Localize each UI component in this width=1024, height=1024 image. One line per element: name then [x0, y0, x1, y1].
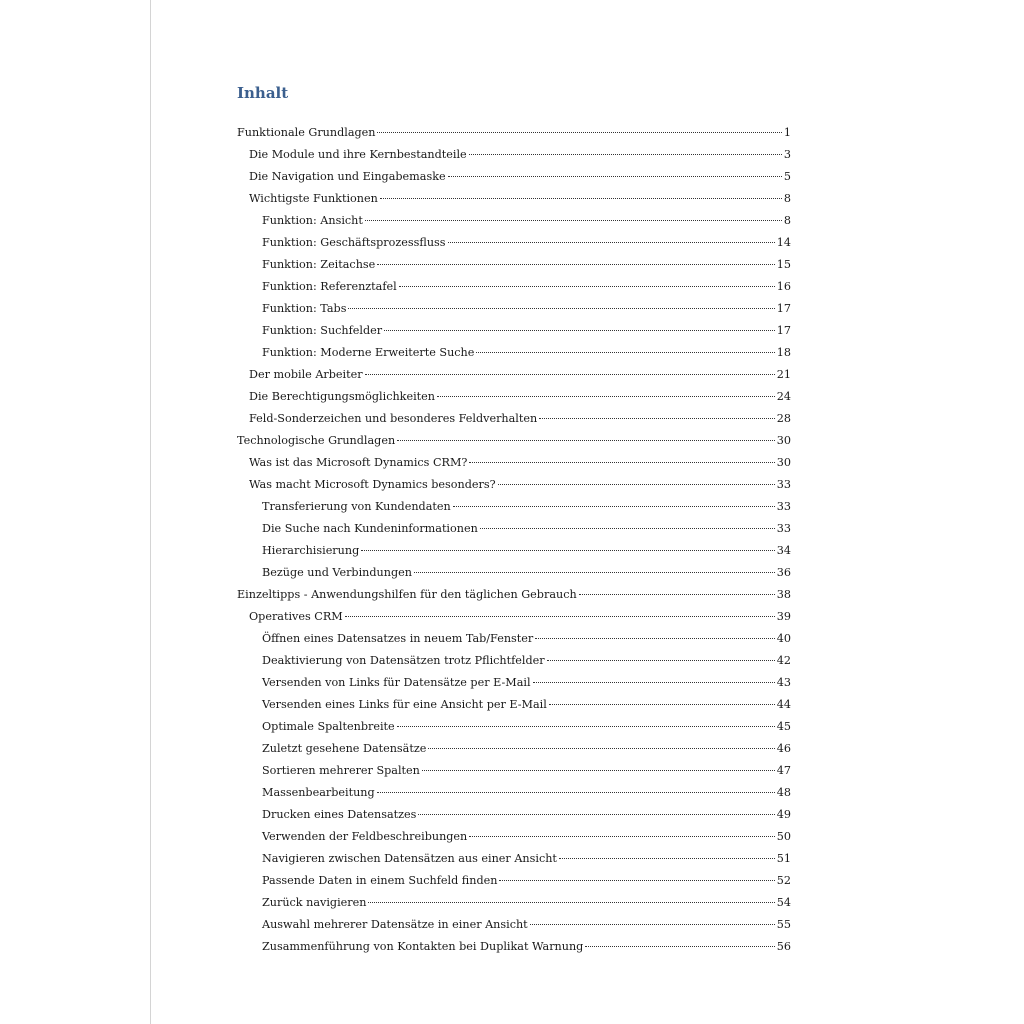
dot-leader — [448, 242, 775, 243]
toc-entry-title: Passende Daten in einem Suchfeld finden — [262, 870, 497, 892]
dot-leader — [361, 550, 775, 551]
toc-entry-page-number: 16 — [776, 280, 791, 293]
toc-entry-title: Zurück navigieren — [262, 892, 366, 914]
toc-entry[interactable] — [237, 848, 791, 870]
dot-leader — [384, 330, 775, 331]
toc-entry[interactable] — [237, 804, 791, 826]
toc-entry-page-number: 17 — [776, 324, 791, 337]
toc-entry-title: Versenden von Links für Datensätze per E-Mail — [262, 672, 531, 694]
dot-leader — [469, 462, 774, 463]
toc-entry[interactable] — [237, 694, 791, 716]
toc-entry-page-number: 43 — [776, 676, 791, 689]
toc-entry-title: Funktion: Moderne Erweiterte Suche — [262, 342, 474, 364]
dot-leader — [533, 682, 775, 683]
toc-entry[interactable] — [237, 254, 791, 276]
toc-entry[interactable] — [237, 870, 791, 892]
toc-entry-title: Wichtigste Funktionen — [249, 188, 378, 210]
toc-entry-page-number: 34 — [776, 544, 791, 557]
toc-entry-page-number: 5 — [783, 170, 791, 183]
toc-entry[interactable] — [237, 144, 791, 166]
toc-entry-page-number: 44 — [776, 698, 791, 711]
dot-leader — [414, 572, 775, 573]
toc-entry[interactable] — [237, 518, 791, 540]
dot-leader — [345, 616, 775, 617]
toc-entry-title: Was ist das Microsoft Dynamics CRM? — [249, 452, 467, 474]
toc-heading: Inhalt — [237, 84, 289, 102]
toc-entry[interactable] — [237, 760, 791, 782]
dot-leader — [469, 836, 774, 837]
toc-entry-page-number: 42 — [776, 654, 791, 667]
dot-leader — [418, 814, 774, 815]
toc-entry-title: Funktion: Tabs — [262, 298, 346, 320]
toc-entry-title: Funktionale Grundlagen — [237, 122, 375, 144]
toc-entry-title: Optimale Spaltenbreite — [262, 716, 395, 738]
toc-entry-title: Sortieren mehrerer Spalten — [262, 760, 420, 782]
toc-entry[interactable] — [237, 650, 791, 672]
dot-leader — [476, 352, 774, 353]
page-margin-line — [150, 0, 151, 1024]
toc-entry[interactable] — [237, 496, 791, 518]
dot-leader — [469, 154, 782, 155]
toc-entry-page-number: 46 — [776, 742, 791, 755]
toc-entry-page-number: 33 — [776, 478, 791, 491]
dot-leader — [549, 704, 775, 705]
dot-leader — [380, 198, 782, 199]
toc-entry[interactable] — [237, 892, 791, 914]
toc-entry-title: Navigieren zwischen Datensätzen aus einer Ansicht — [262, 848, 557, 870]
dot-leader — [539, 418, 775, 419]
dot-leader — [422, 770, 775, 771]
toc-entry[interactable] — [237, 430, 791, 452]
toc-entry-page-number: 45 — [776, 720, 791, 733]
toc-entry-page-number: 8 — [783, 214, 791, 227]
dot-leader — [399, 286, 775, 287]
toc-entry-page-number: 38 — [776, 588, 791, 601]
dot-leader — [585, 946, 774, 947]
dot-leader — [368, 902, 774, 903]
dot-leader — [453, 506, 775, 507]
toc-entry[interactable] — [237, 826, 791, 848]
toc-entry[interactable] — [237, 738, 791, 760]
toc-entry-page-number: 15 — [776, 258, 791, 271]
toc-entry[interactable] — [237, 364, 791, 386]
toc-entry-page-number: 36 — [776, 566, 791, 579]
toc-entry-title: Die Navigation und Eingabemaske — [249, 166, 446, 188]
toc-entry-title: Der mobile Arbeiter — [249, 364, 363, 386]
toc-entry[interactable] — [237, 606, 791, 628]
toc-entry-page-number: 40 — [776, 632, 791, 645]
dot-leader — [365, 220, 782, 221]
toc-entry-page-number: 14 — [776, 236, 791, 249]
toc-entry[interactable] — [237, 232, 791, 254]
toc-entry[interactable] — [237, 320, 791, 342]
toc-entry-page-number: 56 — [776, 940, 791, 953]
toc-entry-title: Transferierung von Kundendaten — [262, 496, 451, 518]
toc-entry-page-number: 18 — [776, 346, 791, 359]
toc-entry-page-number: 49 — [776, 808, 791, 821]
dot-leader — [437, 396, 775, 397]
toc-entry-page-number: 28 — [776, 412, 791, 425]
dot-leader — [448, 176, 782, 177]
toc-entry[interactable] — [237, 452, 791, 474]
toc-entry[interactable] — [237, 562, 791, 584]
dot-leader — [397, 726, 775, 727]
toc-entry-page-number: 30 — [776, 434, 791, 447]
dot-leader — [348, 308, 774, 309]
toc-entry-page-number: 21 — [776, 368, 791, 381]
toc-entry-page-number: 51 — [776, 852, 791, 865]
toc-entry-page-number: 39 — [776, 610, 791, 623]
dot-leader — [480, 528, 775, 529]
toc-entry[interactable] — [237, 716, 791, 738]
toc-entry-page-number: 55 — [776, 918, 791, 931]
toc-entry-title: Bezüge und Verbindungen — [262, 562, 412, 584]
toc-entry-page-number: 50 — [776, 830, 791, 843]
toc-entry-page-number: 8 — [783, 192, 791, 205]
toc-entry-page-number: 30 — [776, 456, 791, 469]
toc-entry-page-number: 54 — [776, 896, 791, 909]
toc-entry-page-number: 24 — [776, 390, 791, 403]
dot-leader — [499, 880, 774, 881]
dot-leader — [579, 594, 775, 595]
toc-entry-title: Öffnen eines Datensatzes in neuem Tab/Fenster — [262, 628, 533, 650]
toc-entry-title: Funktion: Geschäftsprozessfluss — [262, 232, 446, 254]
dot-leader — [377, 792, 775, 793]
toc-entry-page-number: 33 — [776, 522, 791, 535]
toc-entry-page-number: 47 — [776, 764, 791, 777]
dot-leader — [535, 638, 775, 639]
toc-entry-title: Verwenden der Feldbeschreibungen — [262, 826, 467, 848]
toc-entry-title: Hierarchisierung — [262, 540, 359, 562]
toc-entry-title: Technologische Grundlagen — [237, 430, 395, 452]
toc-entry-page-number: 17 — [776, 302, 791, 315]
toc-entry[interactable] — [237, 672, 791, 694]
toc-entry-title: Drucken eines Datensatzes — [262, 804, 416, 826]
dot-leader — [547, 660, 775, 661]
toc-entry-title: Versenden eines Links für eine Ansicht per E-Mail — [262, 694, 547, 716]
toc-entry[interactable] — [237, 474, 791, 496]
dot-leader — [428, 748, 774, 749]
toc-entry-title: Einzeltipps - Anwendungshilfen für den täglichen Gebrauch — [237, 584, 577, 606]
toc-entry[interactable] — [237, 540, 791, 562]
toc-entry-title: Funktion: Referenztafel — [262, 276, 397, 298]
toc-entry-title: Auswahl mehrerer Datensätze in einer Ansicht — [262, 914, 528, 936]
toc-entry[interactable] — [237, 782, 791, 804]
table-of-contents — [237, 122, 791, 958]
toc-entry-title: Feld-Sonderzeichen und besonderes Feldverhalten — [249, 408, 537, 430]
dot-leader — [559, 858, 775, 859]
dot-leader — [377, 264, 774, 265]
toc-entry[interactable] — [237, 628, 791, 650]
toc-entry-title: Funktion: Zeitachse — [262, 254, 375, 276]
toc-entry-page-number: 48 — [776, 786, 791, 799]
dot-leader — [498, 484, 775, 485]
dot-leader — [365, 374, 775, 375]
toc-entry[interactable] — [237, 188, 791, 210]
toc-entry-page-number: 1 — [783, 126, 791, 139]
toc-entry-page-number: 33 — [776, 500, 791, 513]
toc-entry-page-number: 3 — [783, 148, 791, 161]
toc-entry-title: Zuletzt gesehene Datensätze — [262, 738, 426, 760]
toc-entry-title: Zusammenführung von Kontakten bei Duplikat Warnung — [262, 936, 583, 958]
toc-entry-title: Was macht Microsoft Dynamics besonders? — [249, 474, 496, 496]
toc-entry-title: Die Module und ihre Kernbestandteile — [249, 144, 467, 166]
dot-leader — [397, 440, 775, 441]
dot-leader — [377, 132, 781, 133]
toc-entry[interactable] — [237, 210, 791, 232]
toc-entry-title: Operatives CRM — [249, 606, 343, 628]
toc-entry[interactable] — [237, 936, 791, 958]
toc-entry-title: Funktion: Suchfelder — [262, 320, 382, 342]
toc-entry[interactable] — [237, 342, 791, 364]
toc-entry[interactable] — [237, 166, 791, 188]
toc-entry[interactable] — [237, 122, 791, 144]
toc-entry[interactable] — [237, 298, 791, 320]
toc-entry-title: Massenbearbeitung — [262, 782, 375, 804]
dot-leader — [530, 924, 775, 925]
toc-entry[interactable] — [237, 276, 791, 298]
toc-entry-title: Deaktivierung von Datensätzen trotz Pflichtfelder — [262, 650, 545, 672]
toc-entry[interactable] — [237, 584, 791, 606]
toc-entry-page-number: 52 — [776, 874, 791, 887]
toc-entry[interactable] — [237, 408, 791, 430]
toc-entry-title: Die Berechtigungsmöglichkeiten — [249, 386, 435, 408]
toc-entry-title: Funktion: Ansicht — [262, 210, 363, 232]
toc-entry[interactable] — [237, 386, 791, 408]
toc-entry[interactable] — [237, 914, 791, 936]
toc-entry-title: Die Suche nach Kundeninformationen — [262, 518, 478, 540]
